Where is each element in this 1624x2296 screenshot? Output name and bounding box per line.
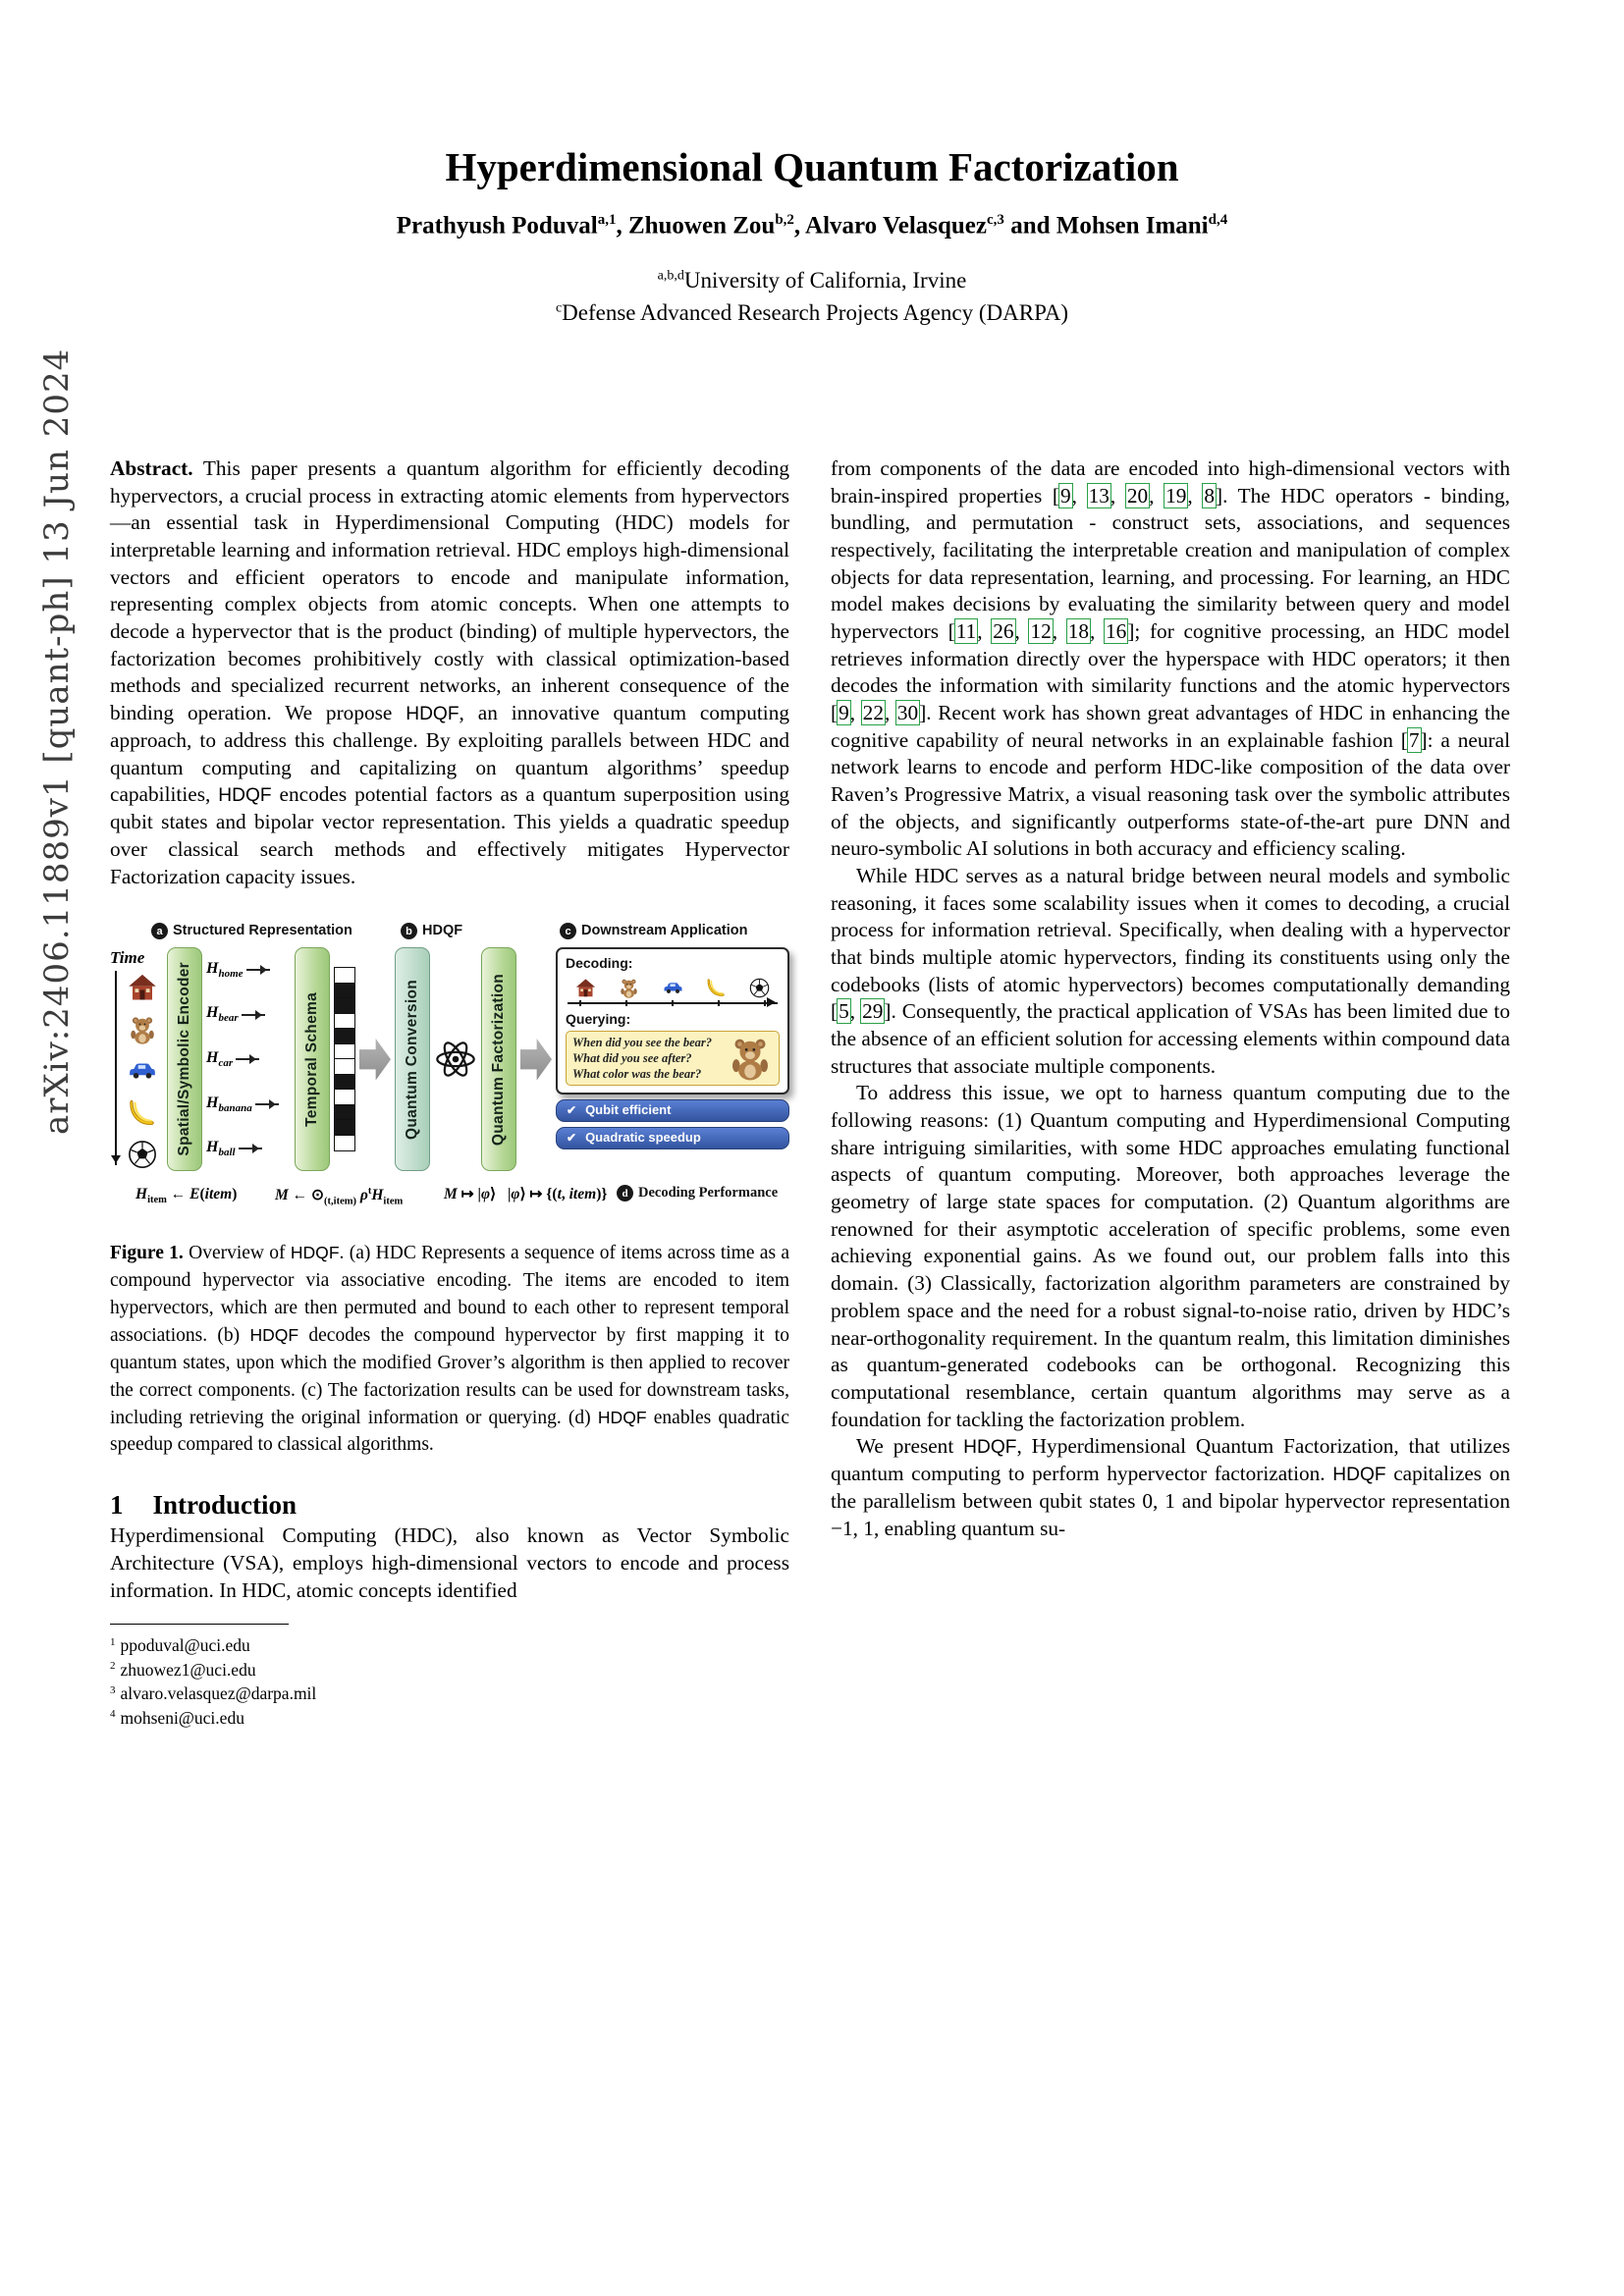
arxiv-banner: arXiv:2406.11889v1 [quant-ph] 13 Jun 2024 (37, 347, 77, 1135)
atom-column (434, 947, 477, 1171)
footnotes (110, 1624, 789, 1730)
arrow-right-icon (239, 1148, 262, 1149)
affiliation-line: $^{a,b,d}$University of California, Irvine (657, 268, 967, 294)
section-number: 1 (110, 1490, 124, 1521)
footnote-email: zhuowez1@uci.edu (120, 1659, 256, 1680)
citation-link[interactable]: 9 (839, 701, 849, 725)
panel-label-d: d Decoding Performance (617, 1184, 778, 1202)
soccer-ball-icon (749, 978, 770, 998)
hypervector-labels (206, 947, 291, 1171)
citation-link[interactable]: 16 (1106, 619, 1127, 644)
circle-c-badge: c (560, 923, 576, 939)
circle-a-badge: a (151, 923, 168, 939)
footnote-rule (110, 1624, 289, 1625)
citation-link[interactable]: 13 (1088, 483, 1110, 507)
abstract: Abstract. This paper presents a quantum algorithm for efficiently decoding hypervectors, a crucial process in extracting atomic elements from hypervectors—an essential task in Hyperdimensional Computing (HDC) models for interpretable learning and information retrieval. HDC employs high-dimensional vectors and efficient operators to encode and manipulate information, representing complex objects from atomic concepts. When one attempts to decode a hypervector that is the product (binding) of multiple hypervectors, the factorization becomes prohibitively costly with classical optimization-based methods and specialized recurrent networks, an inherent consequence of the binding operation. We propose HDQF, an innovative quantum computing approach, to address this challenge. By exploiting parallels between HDC and quantum computing and capitalizing on quantum algorithms’ speedup capabilities, HDQF encodes potential factors as a quantum superposition using qubit states and bipolar vector representation. This yields a quadratic speedup over classical search methods and effectively mitigates Hypervector Factorization capacity issues. (110, 456, 790, 888)
arrow-right-icon (246, 969, 270, 971)
binary-strip (334, 967, 355, 1151)
hypervector-label: $H_{banana}$ (206, 1094, 291, 1115)
arrow-right-icon (242, 1014, 265, 1016)
query-question: What color was the bear? (572, 1067, 702, 1082)
citation-link[interactable]: 12 (1030, 619, 1052, 644)
atom-icon (434, 1037, 477, 1082)
formula-factorization: |φ⟩ ↦ {(t, item)} (508, 1186, 608, 1203)
citation-link[interactable]: 29 (862, 999, 884, 1024)
footnote: $^2$ zhuowez1@uci.edu (110, 1659, 256, 1680)
quantum-factorization-box: Quantum Factorization (481, 947, 516, 1171)
item-icon-stack (122, 971, 163, 1171)
flow-arrow-icon (359, 1032, 391, 1087)
figure-formula-row (110, 1175, 789, 1216)
bananas-icon (706, 978, 727, 998)
soccer-ball-icon (128, 1140, 157, 1169)
quadratic-speedup-badge: ✔ Quadratic speedup (556, 1127, 789, 1149)
citation-link[interactable]: 22 (862, 701, 884, 725)
flow-arrow-icon (520, 1032, 552, 1087)
footnote-email: mohseni@uci.edu (120, 1707, 244, 1728)
body-paragraph: While HDC serves as a natural bridge between neural models and symbolic reasoning, it faces some scalability issues when it comes to decoding, a crucial process for information retrieval. Specifically, when dealing with a hypervector that binds multiple atomic hypervectors, finding its constituents using only the codebooks (lists of atomic hypervectors) becomes computationally demanding [5, 29]. Consequently, the practical application of VSAs has been limited due to the absence of an efficient solution for accessing elements within compound data structures that associate multiple components. (831, 864, 1510, 1078)
car-icon (128, 1056, 157, 1086)
body-paragraph: To address this issue, we opt to harness quantum computing due to the following reasons: (1) Quantum computing and Hyperdimensional Computing share intriguing similarities, with some HDC approaches emulating functional aspects of quantum computing. Moreover, both approaches leverage the geometry of large state spaces for computation. (2) Quantum algorithms are renowned for their asymptotic acceleration of specific problems, some even achieving exponential gains. As we found out, our problem falls into this domain. (3) Classically, factorization algorithm parameters are constrained by problem space and the need for a robust signal-to-noise ratio, driven by HDC’s near-orthogonality requirement. In the quantum realm, this limitation diminishes as quantum-generated codebooks can be orthogonal. Recognizing this computational resemblance, certain quantum algorithms may serve as a foundation for tackling the factorization problem. (831, 1081, 1510, 1431)
teddy-bear-icon (619, 978, 639, 998)
right-column (831, 455, 1510, 1542)
qubit-efficient-badge: ✔ Qubit efficient (556, 1099, 789, 1122)
formula-binding: M ← $⊙_{(t,item)}$ $\rho^tH_{item}$ (275, 1186, 404, 1207)
figure-caption: Figure 1. Overview of HDQF. (a) HDC Represents a sequence of items across time as a compound hypervector via associative encoding. The items are encoded to item hypervectors, which are then permuted and bound to each other to represent temporal associations. (b) HDQF decodes the compound hypervector by first mapping it to quantum states, upon which the modified Grover’s algorithm is then applied to recover the correct components. (c) The factorization results can be used for downstream tasks, including retrieving the original information or querying. (d) HDQF enables quadratic speedup compared to classical algorithms. (110, 1243, 790, 1456)
footnote: $^4$ mohseni@uci.edu (110, 1707, 244, 1728)
circle-b-badge: b (401, 923, 417, 939)
check-icon: ✔ (567, 1103, 577, 1118)
house-icon (128, 973, 157, 1002)
author: Prathyush Poduval (396, 212, 598, 240)
check-icon: ✔ (567, 1130, 577, 1145)
decoding-timeline (568, 974, 778, 1006)
hypervector-label: $H_{home}$ (206, 959, 291, 981)
hypervector-label: $H_{ball}$ (206, 1138, 291, 1159)
panel-label-a: a Structured Representation (151, 922, 352, 940)
citation-link[interactable]: 18 (1067, 619, 1090, 644)
arrow-right-icon (236, 1058, 259, 1060)
left-column (110, 455, 789, 1730)
query-question: When did you see the bear? (572, 1035, 713, 1049)
hypervector-label: $H_{car}$ (206, 1048, 291, 1070)
citation-link[interactable]: 20 (1126, 483, 1149, 507)
house-icon (575, 978, 596, 998)
timeline-arrow-icon (568, 1002, 778, 1006)
footnote-email: alvaro.velasquez@darpa.mil (120, 1683, 317, 1704)
downstream-application (556, 947, 789, 1171)
section-heading (110, 1488, 789, 1522)
intro-paragraph: Hyperdimensional Computing (HDC), also known as Vector Symbolic Architecture (VSA), employs high-dimensional vectors to encode and process information. In HDC, atomic concepts identified (110, 1523, 789, 1602)
formula-quantum-map: M ↦ |φ⟩ (444, 1186, 497, 1203)
paper-title: Hyperdimensional Quantum Factorization (445, 144, 1179, 189)
bananas-icon (128, 1098, 157, 1128)
author: Mohsen Imani (1056, 212, 1209, 240)
querying-label: Querying: (566, 1011, 631, 1028)
affiliation-line: $^c$Defense Advanced Research Projects Agency (DARPA) (555, 299, 1069, 325)
time-column (110, 947, 163, 1171)
footnote: $^3$ alvaro.velasquez@darpa.mil (110, 1683, 317, 1704)
section-title: Introduction (152, 1490, 298, 1521)
citation-link[interactable]: 5 (839, 999, 849, 1024)
decoding-label: Decoding: (566, 955, 633, 972)
body-paragraph: from components of the data are encoded into high-dimensional vectors with brain-inspired properties [9, 13, 20, 19, 8]. The HDC operators - binding, bundling, and permutation - construct sets, associations, and sequences respectively, facilitating the interpretable creation and manipulation of complex objects for data representation, learning, and processing. For learning, an HDC model makes decisions by evaluating the similarity between query and model hypervectors [11, 26, 12, 18, 16]; for cognitive processing, an HDC model retrieves information directly over the hyperspace with HDC operators; it then decodes the information with similarity functions and the atomic hypervectors [9, 22, 30]. Recent work has shown great advantages of HDC in enhancing the cognitive capability of neural networks in an explainable fashion [7]: a neural network learns to encode and perform HDC-like composition of the data over Raven’s Progressive Matrix, a visual reasoning task over the symbolic attributes of the objects, and significantly outperforms state-of-the-art pure DNN and neuro-symbolic AI solutions in both accuracy and efficiency scaling. (831, 456, 1510, 861)
query-question: What did you see after? (572, 1050, 692, 1065)
quantum-conversion-box: Quantum Conversion (395, 947, 430, 1171)
author: Zhuowen Zou (627, 212, 776, 240)
query-note-box (566, 1031, 780, 1087)
figure-1 (110, 922, 789, 1218)
paper-header (0, 143, 1624, 329)
car-icon (663, 978, 683, 998)
time-axis-arrow-icon (115, 971, 117, 1165)
citation-link[interactable]: 7 (1408, 727, 1420, 752)
formula-encoding: $H_{item}$ ← E(item) (135, 1186, 238, 1206)
arrow-right-icon (255, 1103, 279, 1105)
circle-d-badge: d (617, 1185, 633, 1201)
temporal-schema-box: Temporal Schema (295, 947, 330, 1171)
footnote-email: ppoduval@uci.edu (120, 1635, 250, 1656)
citation-link[interactable]: 9 (1059, 483, 1071, 507)
panel-label-b: b HDQF (401, 922, 462, 940)
author: Alvaro Velasquez (805, 212, 988, 240)
footnote: $^1$ ppoduval@uci.edu (110, 1635, 250, 1656)
downstream-panel (556, 947, 789, 1095)
time-label: Time (110, 948, 145, 968)
citation-link[interactable]: 30 (896, 701, 919, 725)
citation-link[interactable]: 11 (955, 619, 977, 644)
body-paragraph: We present HDQF, Hyperdimensional Quantum Factorization, that utilizes quantum computing to perform hypervector factorization. HDQF capitalizes on the parallelism between qubit states 0, 1 and bipolar hypervector representation −1, 1, enabling quantum su- (831, 1434, 1511, 1540)
figure-main-row (110, 947, 789, 1171)
spatial-symbolic-encoder-box: Spatial/Symbolic Encoder (167, 947, 202, 1171)
citation-link[interactable]: 8 (1204, 483, 1215, 507)
teddy-bear-icon (128, 1015, 157, 1044)
teddy-bear-icon (728, 1036, 773, 1081)
hypervector-label: $H_{bear}$ (206, 1003, 291, 1025)
citation-link[interactable]: 19 (1165, 483, 1187, 507)
citation-link[interactable]: 26 (993, 619, 1014, 644)
panel-label-c: c Downstream Application (560, 922, 747, 940)
affiliations (0, 265, 1624, 328)
authors-line: Prathyush Poduval$^{a,1}$, Zhuowen Zou$^{b,2}$, Alvaro Velasquez$^{c,3}$ and Mohsen Imani$^{d,4}$ (396, 212, 1228, 240)
